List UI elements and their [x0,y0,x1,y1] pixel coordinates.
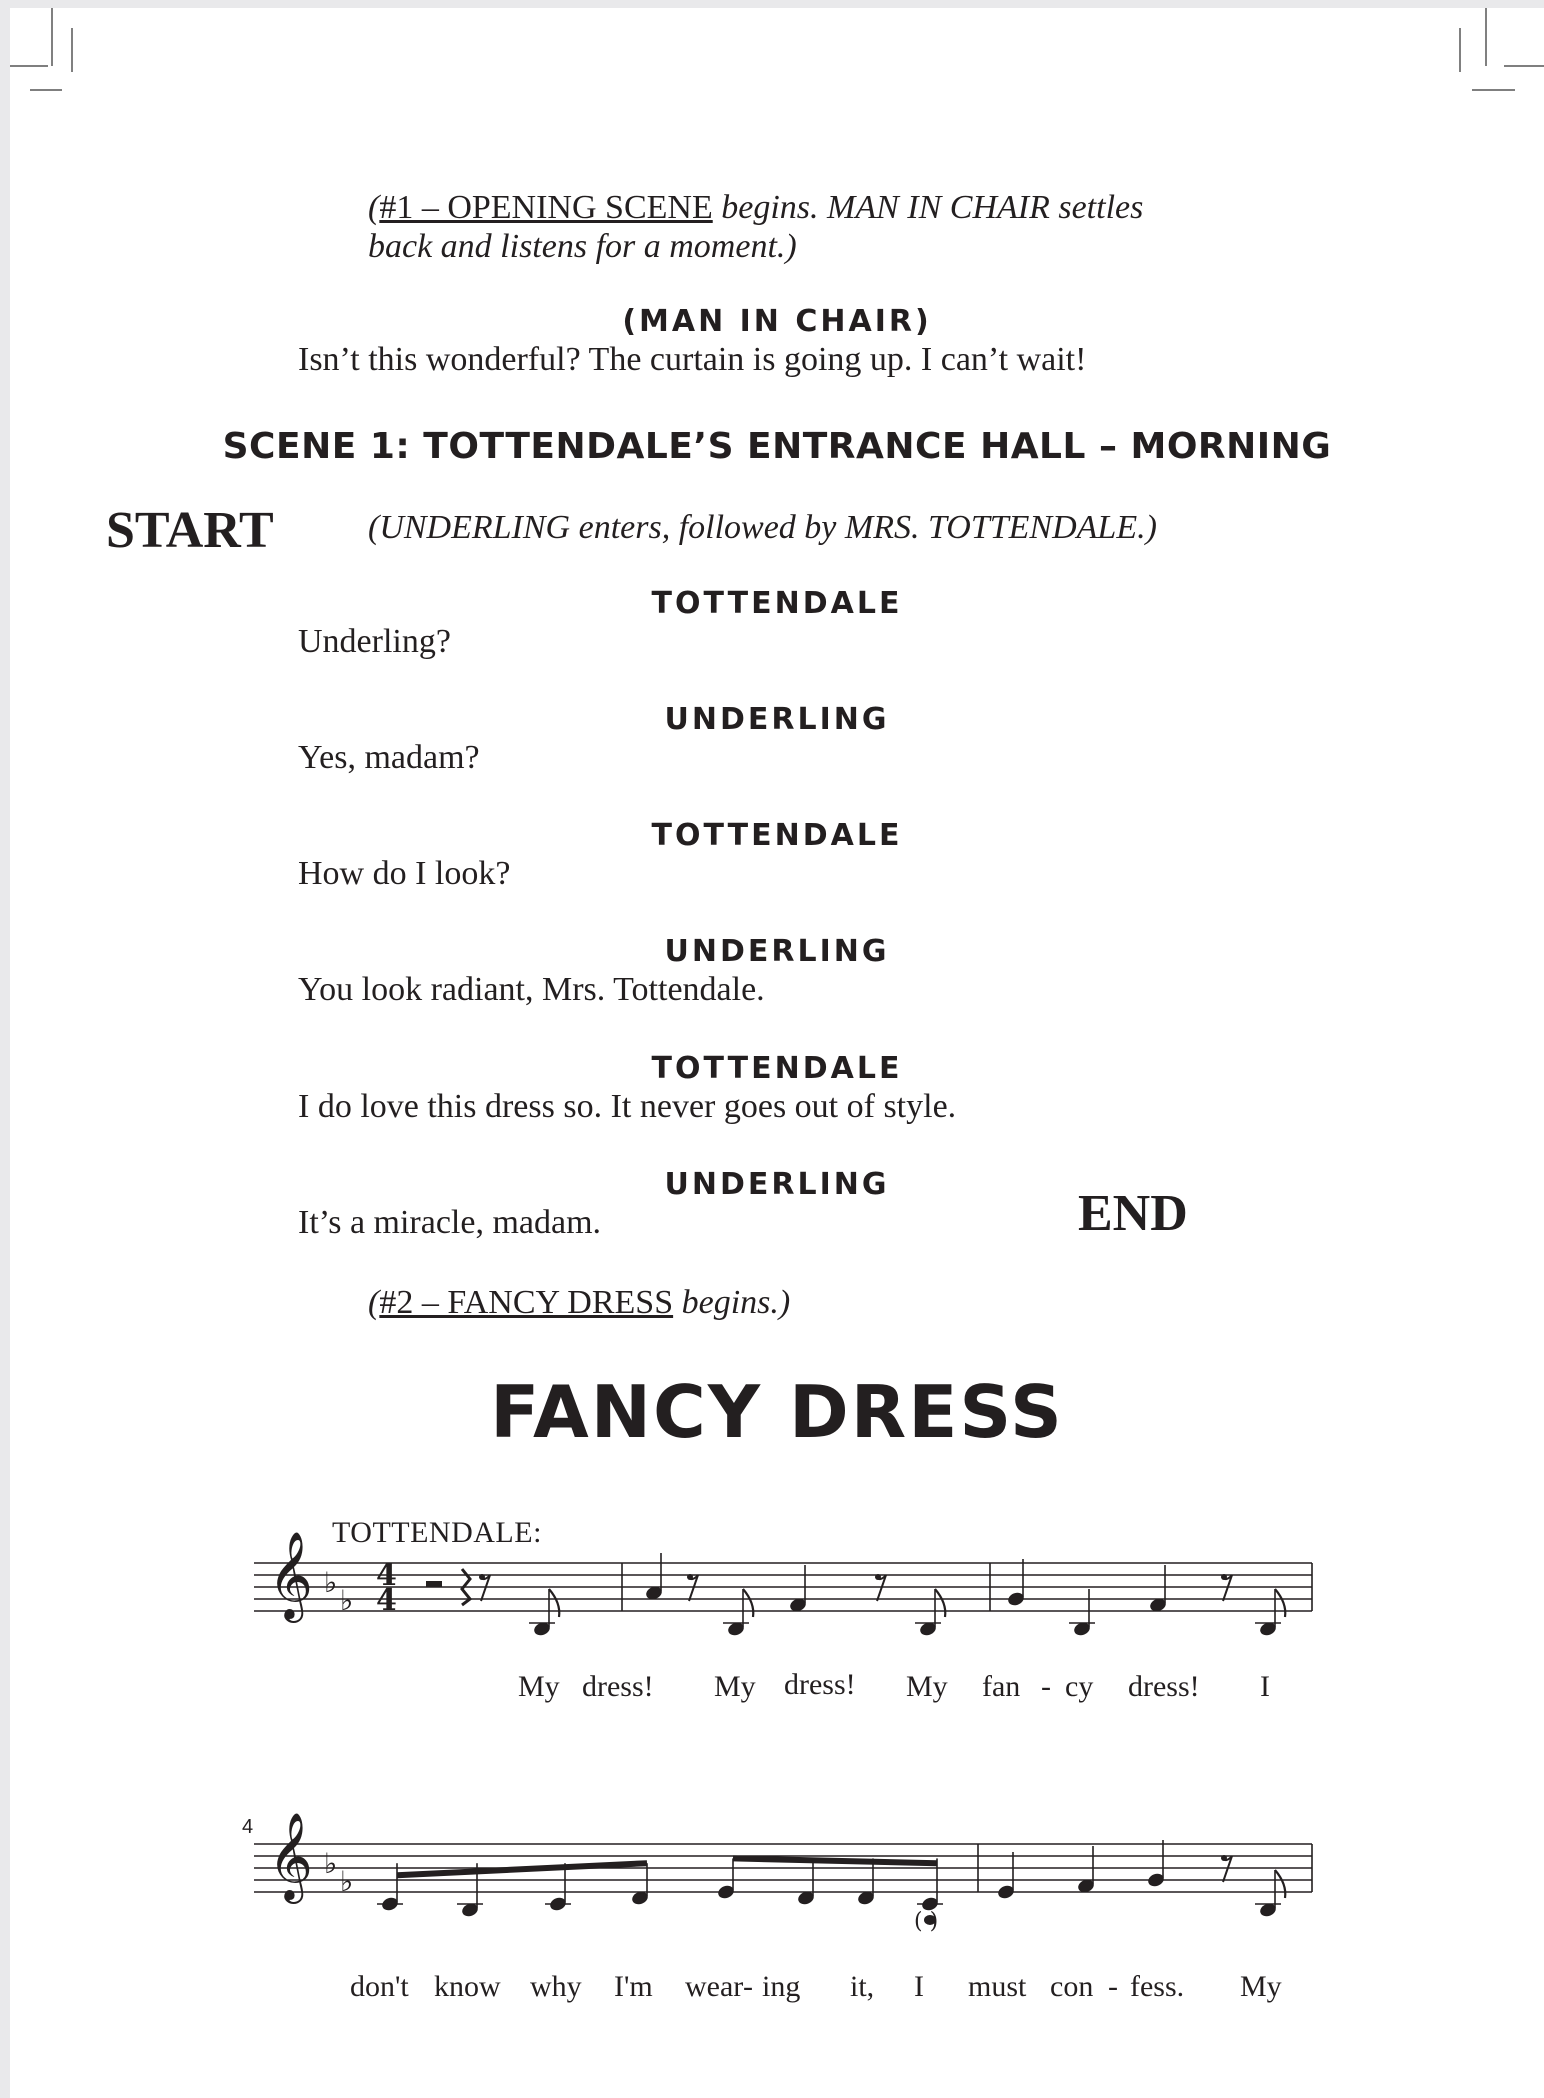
character-name: UNDERLING [664,702,890,737]
lyric-syllable: con [1050,1970,1094,2003]
lyric-syllable: know [434,1970,501,2003]
lyric-syllable: I [1260,1670,1270,1703]
lyric-syllable: must [968,1970,1027,2003]
note-flag [743,1589,753,1617]
dialogue-line: How do I look? [298,855,511,892]
lyric-syllable: wear [685,1970,744,2003]
note-flag [549,1589,559,1617]
eighth-rest-dot [479,1574,485,1580]
dialogue-line: It’s a miracle, madam. [298,1204,602,1241]
song-title: FANCY DRESS [490,1370,1064,1454]
lyric-hyphen: - [1108,1970,1118,2003]
lyric-syllable: dress! [582,1670,654,1703]
staff-system-2 [254,1811,1312,1934]
measure-number: 4 [242,1816,254,1838]
script-page [10,8,1544,2098]
cue-note-parentheses: ( ) [914,1909,939,1934]
lyric-syllable: fess. [1130,1970,1185,2003]
lyric-syllable: it, [850,1970,875,2003]
end-marker: END [1078,1185,1188,1242]
character-name: TOTTENDALE [651,818,903,853]
paren: ( [368,1284,380,1321]
start-marker: START [106,502,274,559]
dialogue-line: Yes, madam? [298,739,480,776]
eighth-rest-dot [687,1574,693,1580]
note-flag [1275,1870,1285,1898]
beam [397,1863,647,1875]
sheet-music [10,8,1544,2098]
time-signature-numerator: 4 [376,1558,397,1593]
eighth-rest-dot [1221,1855,1227,1861]
eighth-rest-dot [1221,1574,1227,1580]
scene-heading: SCENE 1: TOTTENDALE’S ENTRANCE HALL – MORNING [222,426,1332,467]
dialogue-line: Underling? [298,623,451,660]
half-rest [426,1581,442,1587]
staff-system-1 [254,1530,1312,1637]
eighth-rest-dot [875,1574,881,1580]
lyric-syllable: dress! [784,1668,856,1701]
lyric-syllable: don't [350,1970,409,2003]
lyric-syllable: cy [1065,1670,1094,1703]
flat-sign: ♭ [340,1865,354,1898]
character-name: TOTTENDALE [651,586,903,621]
stage-direction-opening-line2: back and listens for a moment.) [368,228,797,265]
lyric-syllable: dress! [1128,1670,1200,1703]
lyric-syllable: ing [762,1970,801,2003]
vocal-cue: TOTTENDALE: [332,1516,542,1549]
dialogue-line: I do love this dress so. It never goes out of style. [298,1088,957,1125]
stage-direction-text: begins. MAN IN CHAIR settles [712,189,1144,226]
lyric-syllable: I [914,1970,924,2003]
lyric-syllable: My [1240,1970,1282,2003]
character-name: (MAN IN CHAIR) [622,304,932,339]
dialogue-line: Isn’t this wonderful? The curtain is going up. I can’t wait! [298,341,1087,378]
music-cue-fancy-dress: #2 – FANCY DRESS [379,1284,674,1321]
lyric-syllable: why [530,1970,582,2003]
treble-clef: 𝄞 [268,1811,313,1900]
lyric-syllable: I'm [614,1970,653,2003]
lyric-hyphen: - [743,1970,753,2003]
paren: ( [368,189,380,226]
note-flag [935,1589,945,1617]
stage-direction-entrance: (UNDERLING enters, followed by MRS. TOTTENDALE.) [368,509,1157,546]
beam [733,1858,937,1863]
stage-direction-text: begins.) [673,1284,791,1321]
dialogue-line: You look radiant, Mrs. Tottendale. [298,971,765,1008]
character-name: UNDERLING [664,1167,890,1202]
flat-sign: ♭ [340,1584,354,1617]
flat-sign: ♭ [324,1566,338,1599]
character-name: UNDERLING [664,934,890,969]
flat-sign: ♭ [324,1847,338,1880]
lyric-syllable: My [714,1670,756,1703]
lyric-hyphen: - [1041,1670,1051,1703]
treble-clef: 𝄞 [268,1530,313,1619]
lyric-syllable: My [906,1670,948,1703]
character-name: TOTTENDALE [651,1051,903,1086]
lyric-syllable: fan [982,1670,1021,1703]
time-signature-denominator: 4 [376,1583,397,1618]
note-flag [1275,1589,1285,1617]
lyric-syllable: My [518,1670,560,1703]
music-cue-opening-scene: #1 – OPENING SCENE [379,189,713,226]
